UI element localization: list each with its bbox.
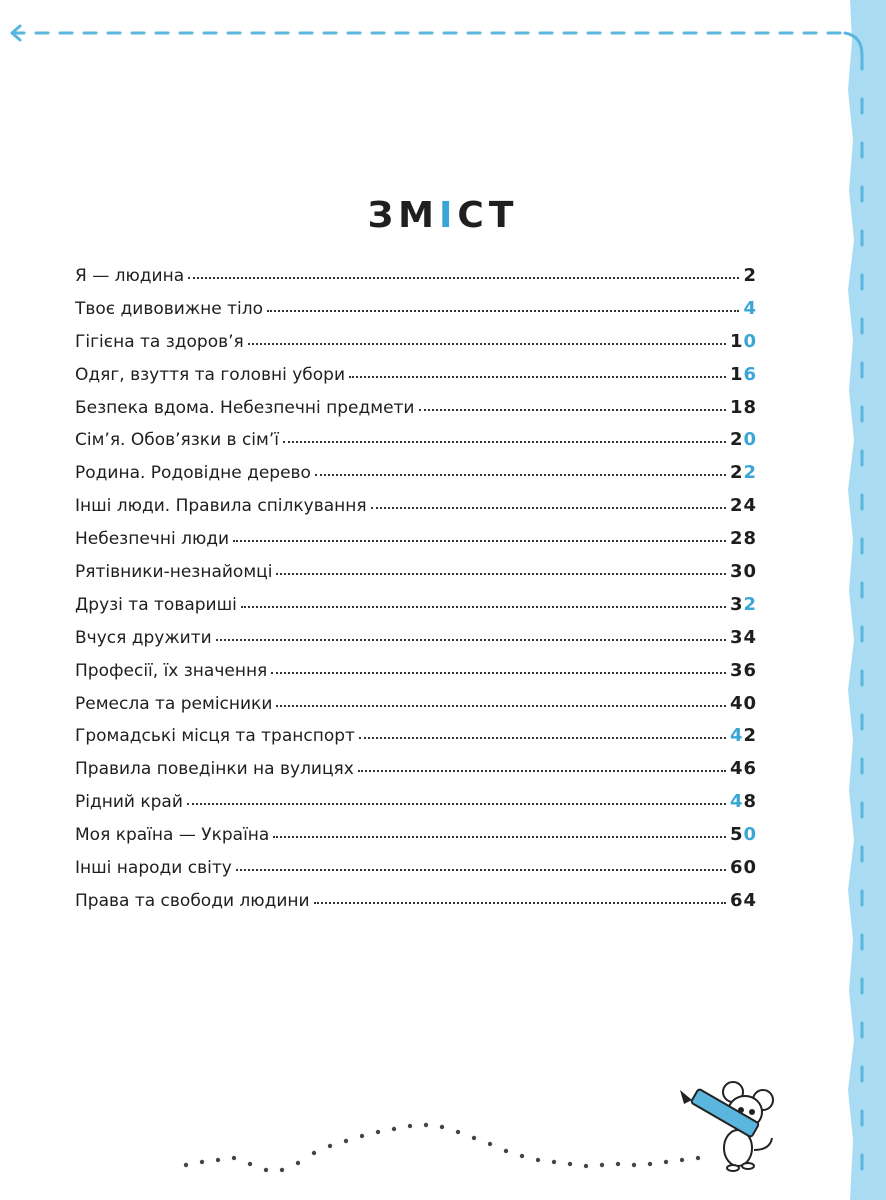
toc-dot-leader [349,375,726,378]
toc-item[interactable] [75,326,757,359]
toc-item-label: Права та свободи людини [75,890,310,911]
toc-item-page-number: 64 [729,889,757,911]
toc-dot-leader [276,704,726,707]
toc-item-page-number: 40 [729,692,757,714]
toc-item-page-number: 60 [729,857,757,879]
mouse-with-pencil-icon [680,1082,773,1171]
page-title [0,195,886,236]
toc-item-page-number: 18 [729,396,757,418]
toc-item-label: Друзі та товариші [75,594,237,615]
toc-item[interactable] [75,359,757,392]
toc-dot-leader [273,835,726,838]
toc-item-page-number: 48 [729,791,757,813]
toc-item-page-number: 22 [729,462,757,484]
toc-item[interactable] [75,655,757,688]
toc-item[interactable] [75,885,757,918]
toc-dot-leader [358,769,726,772]
toc-item-label: Сім’я. Обов’язки в сім’ї [75,430,279,451]
toc-item-label: Громадські місця та транспорт [75,726,355,747]
toc-item[interactable] [75,293,757,326]
toc-dot-leader [267,309,739,312]
title-part-1: ЗМ [367,195,439,236]
toc-item[interactable] [75,457,757,490]
toc-item[interactable] [75,852,757,885]
toc-item[interactable] [75,589,757,622]
toc-item-page-number: 16 [729,363,757,385]
toc-item-label: Вчуся дружити [75,627,212,648]
toc-dot-leader [187,802,726,805]
toc-dot-leader [233,539,726,542]
side-strip-shape [848,0,886,1200]
toc-dot-leader [315,473,726,476]
toc-item[interactable] [75,720,757,753]
toc-item[interactable] [75,786,757,819]
toc-dot-leader [314,901,726,904]
toc-item-label: Родина. Родовідне дерево [75,463,311,484]
toc-dot-leader [371,506,726,509]
toc-item-page-number: 2 [743,265,757,286]
toc-dot-leader [216,638,726,641]
toc-item-label: Гігієна та здоров’я [75,331,244,352]
toc-item-page-number: 30 [729,561,757,583]
toc-item-label: Безпека вдома. Небезпечні предмети [75,397,415,418]
toc-item-page-number: 50 [729,824,757,846]
toc-item-label: Інші люди. Правила спілкування [75,496,367,517]
toc-item-label: Рятівники-незнайомці [75,562,273,583]
toc-item-page-number: 4 [743,297,757,319]
toc-item[interactable] [75,753,757,786]
toc-item[interactable] [75,622,757,655]
toc-item-page-number: 42 [729,725,757,747]
toc-dot-leader [276,572,725,575]
toc-item-page-number: 36 [729,659,757,681]
dotted-trail [184,1123,700,1172]
toc-dot-leader [236,868,726,871]
toc-item[interactable] [75,260,757,293]
title-part-2: СТ [457,195,519,236]
toc-item-label: Професії, їх значення [75,660,268,681]
toc-item[interactable] [75,490,757,523]
toc-dot-leader [241,605,726,608]
toc-item-page-number: 24 [729,495,757,517]
title-accent-letter: І [439,195,458,236]
toc-item-label: Правила поведінки на вулицях [75,759,354,780]
toc-item-label: Я — людина [75,266,185,286]
toc-item-label: Твоє дивовижне тіло [75,298,264,319]
toc-item-label: Інші народи світу [75,858,232,879]
toc-dot-leader [188,276,739,279]
toc-item-page-number: 32 [729,593,757,615]
toc-dot-leader [419,408,726,411]
toc-item-label: Рідний край [75,792,183,813]
toc-dot-leader [283,440,726,443]
toc-dot-leader [248,342,726,345]
toc-item[interactable] [75,523,757,556]
toc-item-label: Моя країна — Україна [75,825,270,846]
toc-item-label: Одяг, взуття та головні убори [75,364,346,385]
toc-item-page-number: 28 [729,528,757,550]
toc-list [75,260,757,918]
toc-item-label: Небезпечні люди [75,529,230,550]
toc-item-page-number: 10 [729,330,757,352]
toc-item[interactable] [75,819,757,852]
toc-item-page-number: 46 [729,758,757,780]
toc-item[interactable] [75,392,757,425]
toc-item[interactable] [75,556,757,589]
toc-item-page-number: 34 [729,626,757,648]
toc-dot-leader [271,671,726,674]
toc-item[interactable] [75,424,757,457]
toc-item-page-number: 20 [729,429,757,451]
toc-dot-leader [359,736,726,739]
toc-item[interactable] [75,688,757,721]
toc-item-label: Ремесла та ремісники [75,693,273,714]
